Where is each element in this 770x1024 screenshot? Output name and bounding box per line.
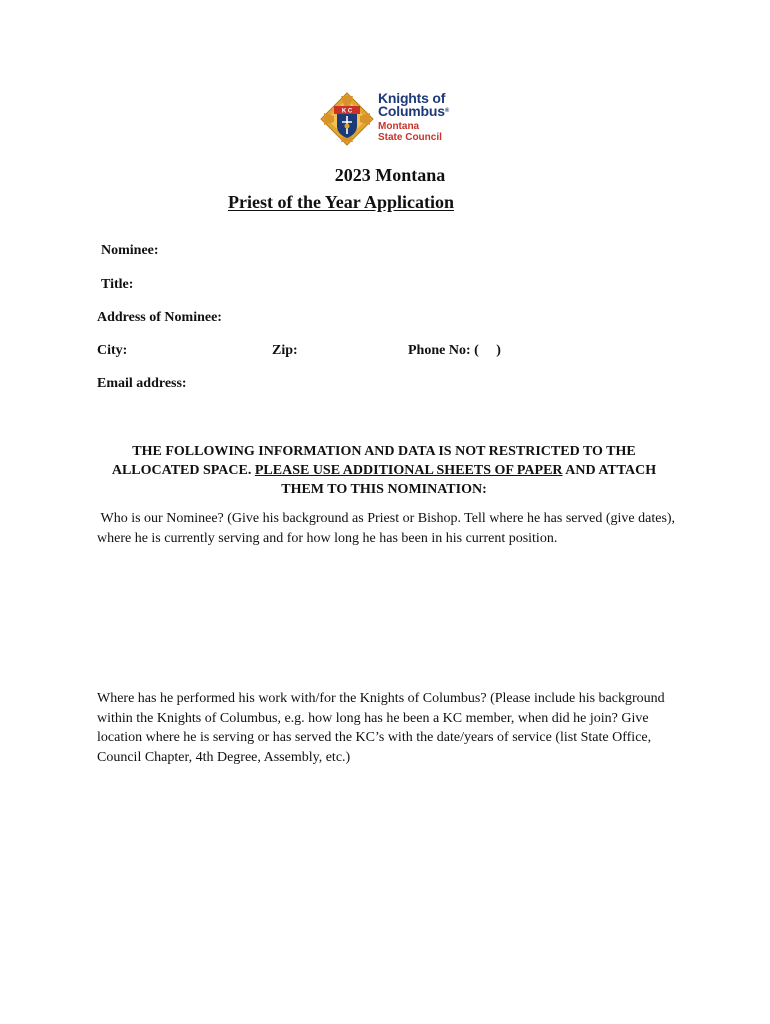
question-2: Where has he performed his work with/for the Knights of Columbus? (Please include his background within the Knights of Columbus, e.g. how long has he been a KC member, when did he join? Give location where he is serving or has served the KC’s with the date/years of service (list State Office, Council Chapter, 4th Degree, Assembly, etc.) bbox=[97, 691, 665, 765]
logo-wordmark bbox=[378, 92, 449, 143]
city-label: City: bbox=[97, 343, 128, 358]
notice-part-3: AND ATTACH THEM TO THIS NOMINATION: bbox=[281, 463, 657, 497]
knights-of-columbus-logo bbox=[320, 92, 460, 148]
zip-label: Zip: bbox=[272, 343, 298, 358]
instruction-notice bbox=[110, 442, 658, 499]
logo-line-columbus bbox=[378, 105, 449, 118]
registered-mark: ® bbox=[444, 108, 450, 114]
logo-columbus-text: Columbus bbox=[378, 103, 445, 119]
email-label: Email address: bbox=[97, 376, 187, 391]
logo-line-montana: Montana bbox=[378, 121, 420, 132]
page-title: Priest of the Year Application bbox=[228, 192, 454, 212]
phone-label: Phone No: ( ) bbox=[408, 343, 501, 358]
logo-line-knights-of: Knights of bbox=[378, 90, 446, 106]
emblem-letters: K C bbox=[341, 108, 353, 115]
question-1: Who is our Nominee? (Give his background as Priest or Bishop. Tell where he has served (give dates), where he is currently serving and for how long he has been in his current position. bbox=[97, 511, 679, 546]
notice-part-2-underlined: PLEASE USE ADDITIONAL SHEETS OF PAPER bbox=[254, 463, 563, 478]
notice-part-1: THE FOLLOWING INFORMATION AND DATA IS NOT RESTRICTED TO THE ALLOCATED SPACE. bbox=[111, 444, 636, 478]
nominee-label: Nominee: bbox=[101, 243, 159, 258]
logo-line-state-council: State Council bbox=[378, 132, 442, 143]
year-heading: 2023 Montana bbox=[334, 165, 446, 185]
knights-emblem-icon bbox=[320, 92, 374, 146]
title-label: Title: bbox=[101, 277, 134, 292]
address-label: Address of Nominee: bbox=[97, 310, 222, 325]
